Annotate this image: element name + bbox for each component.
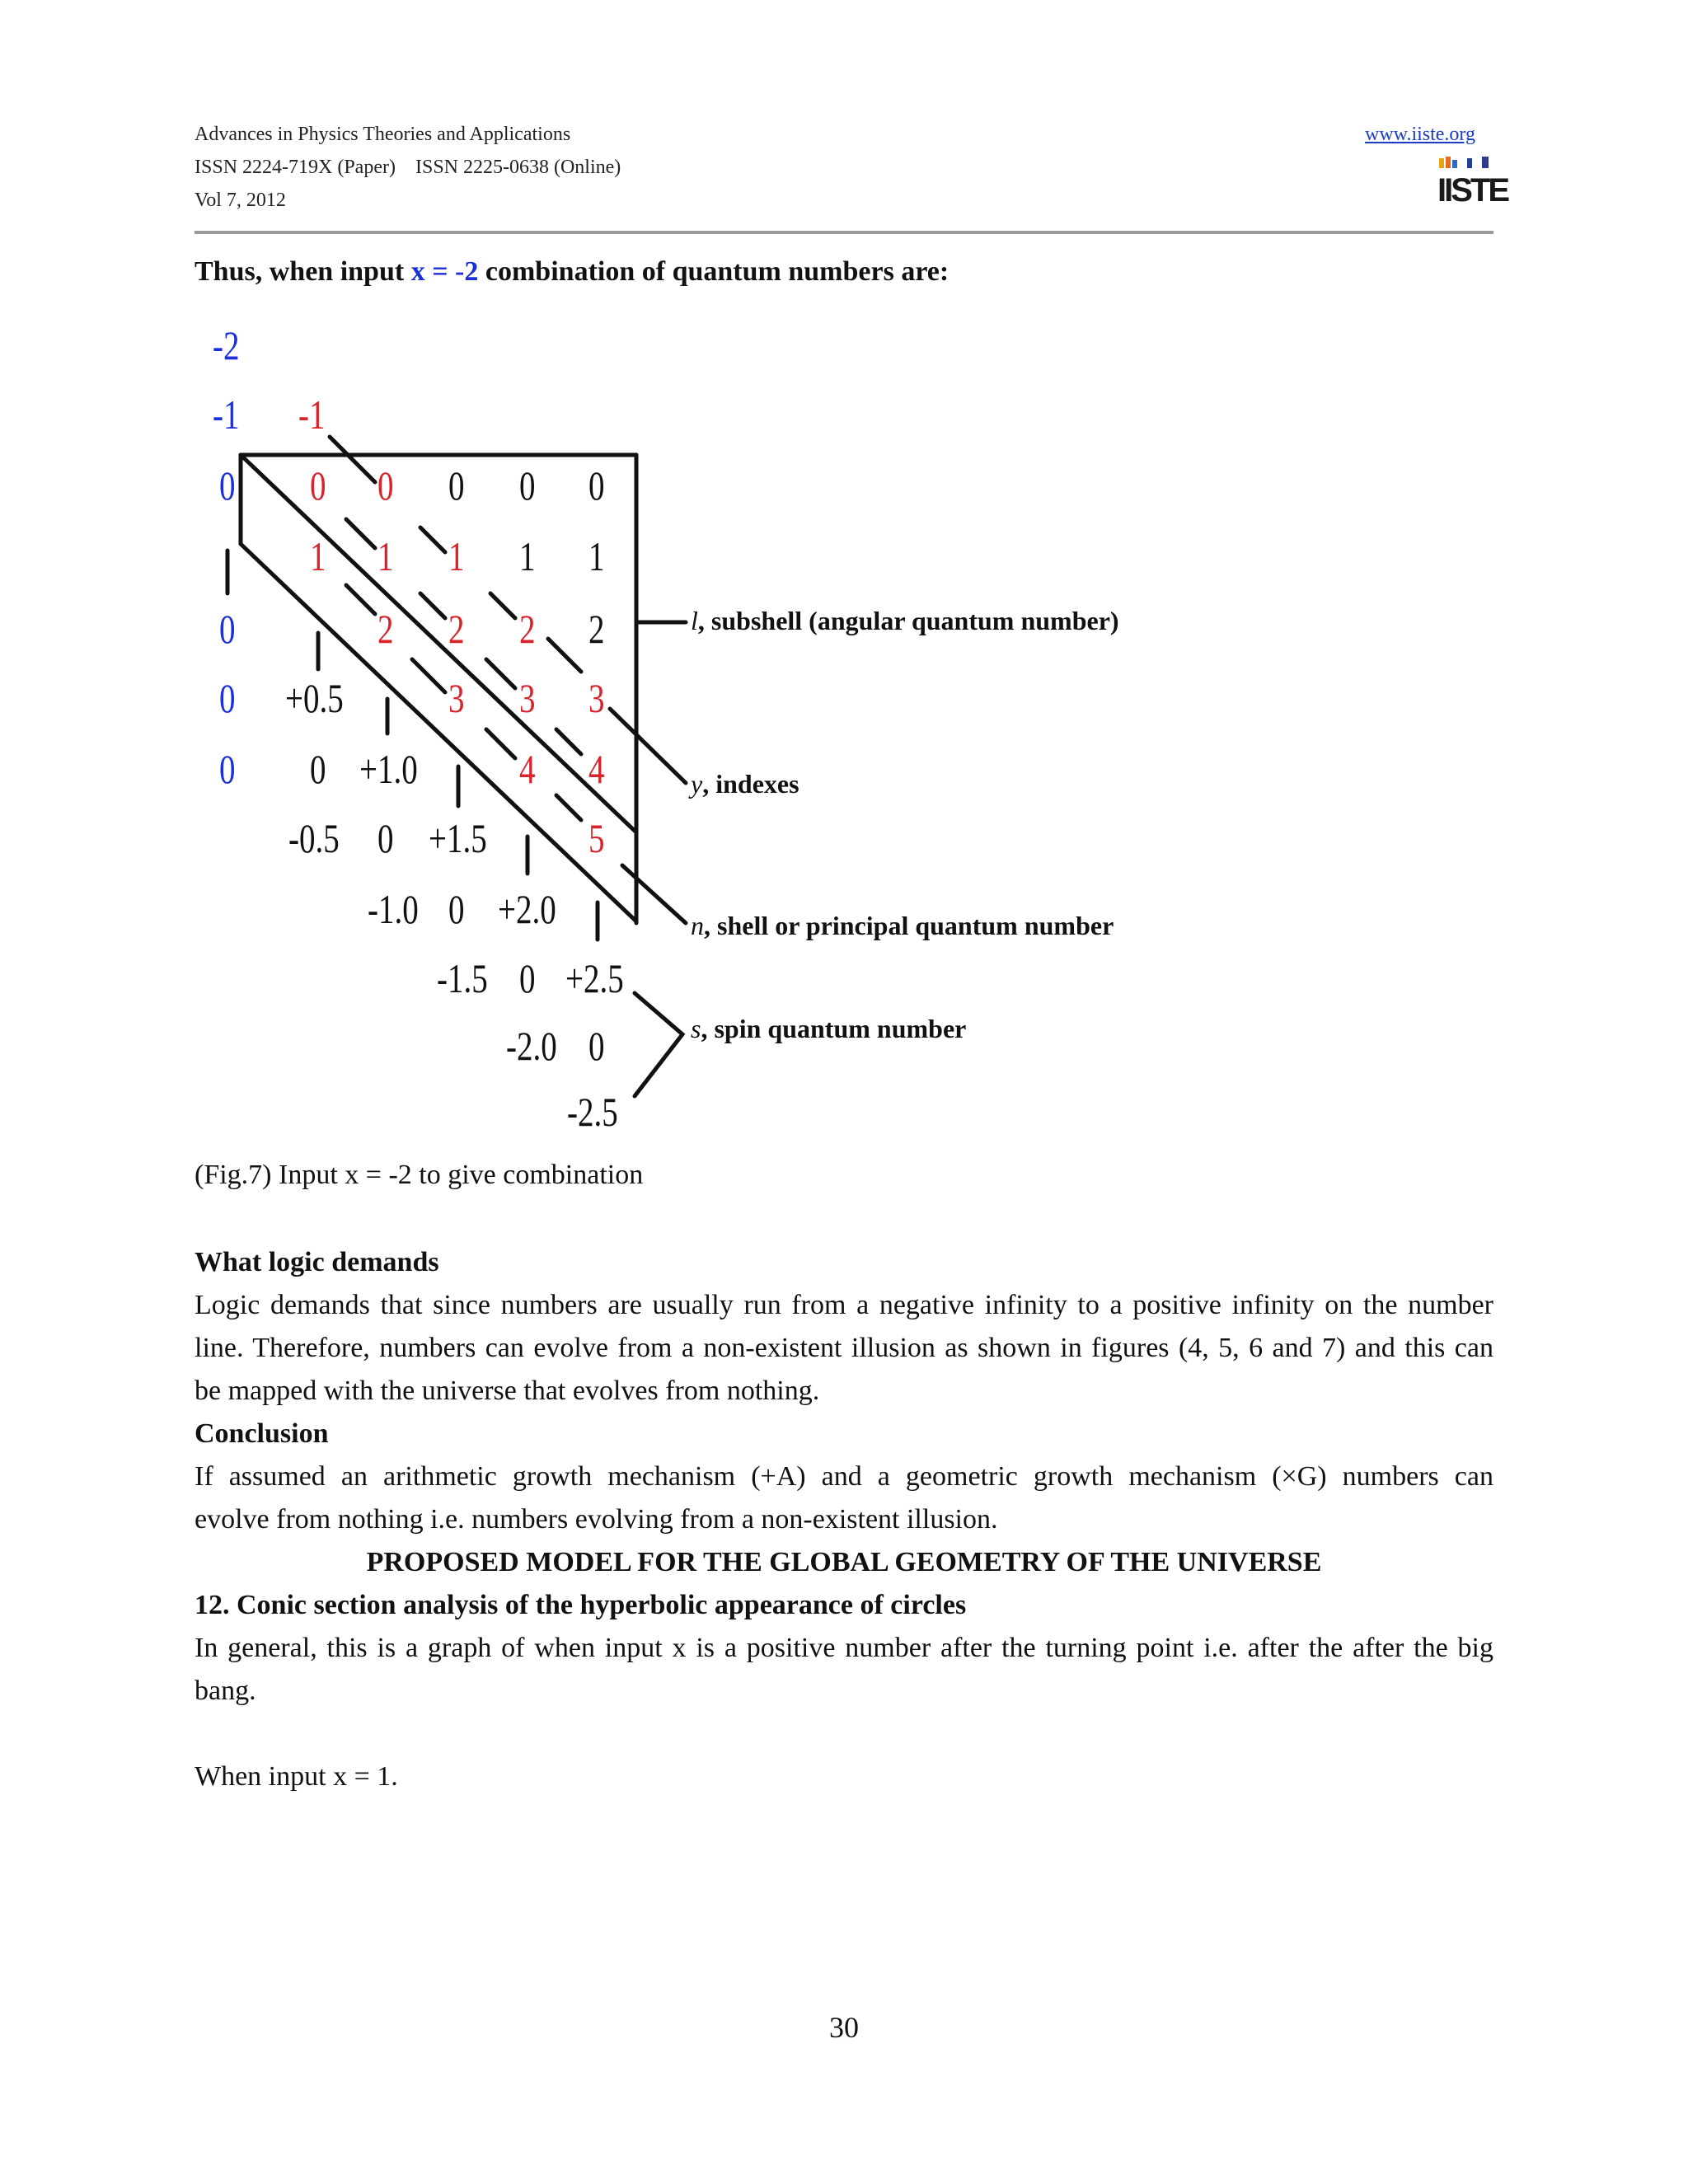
figure-number: +0.5: [285, 675, 344, 721]
figure-number: 0: [448, 886, 465, 932]
diag-tick: [556, 729, 581, 754]
intro-prefix: Thus, when input: [195, 256, 411, 287]
diag-tick: [346, 519, 375, 548]
input-line: When input x = 1.: [195, 1761, 398, 1792]
logic-line-1: Logic demands that since numbers are usually run from a negative infinity to a positive infinity on the number: [195, 1290, 1493, 1320]
conclusion-heading: Conclusion: [195, 1418, 329, 1449]
figure-number: 2: [519, 606, 536, 652]
diag-tick: [486, 729, 515, 758]
figure-number: 0: [377, 815, 394, 861]
label-s-symbol: s: [691, 1014, 701, 1043]
intro-highlight: x = -2: [410, 256, 479, 287]
spin-bracket: [635, 993, 682, 1096]
label-s-text: , spin quantum number: [701, 1014, 967, 1043]
diag-tick: [490, 593, 515, 618]
figure-number: -2.0: [506, 1023, 557, 1069]
label-l-symbol: l: [691, 606, 698, 635]
figure-number: 0: [219, 606, 236, 652]
diag-tick: [346, 585, 375, 614]
volume-line: Vol 7, 2012: [195, 190, 286, 211]
conclusion-line-2: evolve from nothing i.e. numbers evolving from a non-existent illusion.: [195, 1504, 998, 1535]
conic-line-1: In general, this is a graph of when input x is a positive number after the turning point i.e. after the after the big: [195, 1633, 1493, 1663]
figure-number: 3: [588, 675, 605, 721]
label-l: [691, 606, 1119, 636]
label-s: [691, 1014, 966, 1044]
figure-number: 3: [519, 675, 536, 721]
figure-number: 0: [310, 746, 326, 792]
diag-tick: [412, 659, 445, 692]
figure-number: 1: [377, 533, 394, 579]
label-l-text: , subshell (angular quantum number): [697, 606, 1119, 635]
figure-number: -1: [213, 391, 240, 438]
figure-number: 1: [448, 533, 465, 579]
figure-number: 0: [310, 462, 326, 509]
label-n-text: , shell or principal quantum number: [704, 911, 1114, 940]
label-y-text: , indexes: [702, 769, 799, 799]
figure-number: 4: [588, 746, 605, 792]
diag-tick: [330, 437, 375, 482]
figure-number: 1: [588, 533, 605, 579]
label-y-symbol: y: [691, 769, 703, 799]
figure-number: 0: [219, 675, 236, 721]
figure-number: 4: [519, 746, 536, 792]
page-number: 30: [829, 2011, 859, 2044]
figure-number: +2.0: [498, 886, 556, 932]
figure-number: +1.5: [429, 815, 487, 861]
logic-line-3: be mapped with the universe that evolves from nothing.: [195, 1376, 820, 1406]
diag-tick: [420, 593, 445, 618]
figure-number: -1.0: [368, 886, 419, 932]
figure-number: 0: [448, 462, 465, 509]
figure-number: +1.0: [359, 746, 418, 792]
logo-text: IISTE: [1437, 172, 1508, 209]
figure-number: 0: [377, 462, 394, 509]
issn-line: ISSN 2224-719X (Paper) ISSN 2225-0638 (Online): [195, 157, 621, 178]
figure-number: 3: [448, 675, 465, 721]
figure-number: -2.5: [567, 1089, 618, 1135]
figure-number: 0: [219, 746, 236, 792]
figure-number: 1: [310, 533, 326, 579]
diag-tick: [556, 795, 581, 820]
figure-number: -2: [213, 322, 240, 368]
journal-title: Advances in Physics Theories and Applications: [195, 124, 571, 145]
logic-heading: What logic demands: [195, 1247, 439, 1277]
figure-number: 5: [588, 815, 605, 861]
figure-caption: (Fig.7) Input x = -2 to give combination: [195, 1160, 644, 1190]
figure-number: -1.5: [437, 955, 488, 1001]
figure-number: -1: [298, 391, 326, 438]
conclusion-line-1: If assumed an arithmetic growth mechanism (+A) and a geometric growth mechanism (×G) numbers can: [195, 1461, 1493, 1492]
figure-number: 0: [588, 1023, 605, 1069]
intro-suffix: combination of quantum numbers are:: [478, 256, 950, 287]
model-heading: PROPOSED MODEL FOR THE GLOBAL GEOMETRY OF THE UNIVERSE: [366, 1547, 1322, 1577]
figure-number: 0: [519, 955, 536, 1001]
conic-heading: 12. Conic section analysis of the hyperbolic appearance of circles: [195, 1590, 967, 1620]
website-link[interactable]: www.iiste.org: [1365, 124, 1475, 145]
figure-number: 0: [588, 462, 605, 509]
diag-tick: [548, 639, 581, 672]
diag-tick: [486, 659, 515, 688]
figure-number: 2: [448, 606, 465, 652]
figure-number: +2.5: [565, 955, 624, 1001]
y-label-connector: [610, 709, 686, 783]
frame-diagonal-lower: [241, 544, 636, 921]
figure-number: 2: [377, 606, 394, 652]
figure-number: -0.5: [288, 815, 340, 861]
diag-tick: [420, 527, 445, 552]
label-n-symbol: n: [691, 911, 704, 940]
label-y: [691, 769, 799, 799]
figure-number: 0: [519, 462, 536, 509]
conic-line-2: bang.: [195, 1675, 256, 1706]
figure-number: 2: [588, 606, 605, 652]
logic-line-2: line. Therefore, numbers can evolve from a non-existent illusion as shown in figures (4, 5, 6 and 7) and this can: [195, 1333, 1493, 1363]
label-n: [691, 911, 1114, 941]
figure-number: 1: [519, 533, 536, 579]
figure-number: 0: [219, 462, 236, 509]
frame-diagonal-upper: [241, 455, 636, 832]
